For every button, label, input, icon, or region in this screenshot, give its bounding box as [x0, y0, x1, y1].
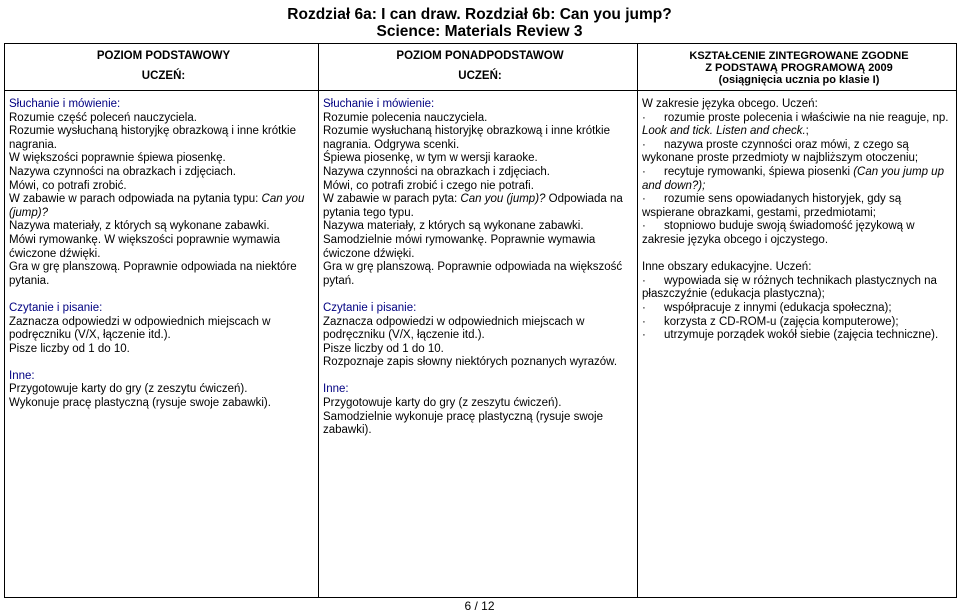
list-item: Wykonuje pracę plastyczną (rysuje swoje zabawki). [9, 397, 271, 410]
section-heading: Czytanie i pisanie: [323, 301, 417, 314]
header-row [5, 44, 957, 91]
list-item: Zaznacza odpowiedzi w odpowiednich miejscach w podręczniku (V/X, łączenie itd.). [323, 315, 585, 342]
section-heading: Słuchanie i mówienie: [323, 98, 435, 110]
section-heading: Inne: [9, 369, 35, 382]
list-item: Rozumie wysłuchaną historyjkę obrazkową i inne krótkie nagrania. Odgrywa scenki. [323, 125, 610, 151]
list-item: Rozumie wysłuchaną historyjkę obrazkową i inne krótkie nagrania. [9, 125, 296, 151]
section-heading: Słuchanie i mówienie: [9, 98, 121, 110]
list-item: Rozumie część poleceń nauczyciela. [9, 111, 197, 124]
bullet-item: · wypowiada się w różnych technikach plastycznych na płaszczyźnie (edukacja plastyczna); [642, 274, 937, 301]
basic-level-cell [5, 91, 319, 598]
bullet-icon: · [642, 220, 646, 233]
bullet-item: · rozumie proste polecenia i właściwie na nie reaguje, np. Look and tick. Listen and check.; [642, 111, 949, 138]
title-line-1: Rozdział 6a: I can draw. Rozdział 6b: Can you jump? [287, 6, 672, 23]
bullet-icon: · [642, 315, 646, 328]
section-intro: W zakresie języka obcego. Uczeń: [642, 98, 818, 110]
section-heading: Czytanie i pisanie: [9, 301, 103, 314]
list-item: Gra w grę planszową. Poprawnie odpowiada na większość pytań. [323, 261, 623, 287]
bullet-item: · rozumie sens opowiadanych historyjek, gdy są wspierane obrazkami, gestami, przedmiotami; [642, 193, 902, 219]
list-item: Śpiewa piosenkę, w tym w wersji karaoke. [323, 152, 538, 165]
bullet-item: · nazywa proste czynności oraz mówi, z czego są wykonane proste przedmioty w najbliższym otoczeniu; [642, 138, 919, 165]
content-row [5, 91, 957, 598]
list-item: Przygotowuje karty do gry (z zeszytu ćwiczeń). [323, 397, 562, 410]
list-item: Nazywa materiały, z których są wykonane zabawki. [9, 220, 270, 233]
list-item: Rozumie polecenia nauczyciela. [323, 111, 488, 124]
section-intro: Inne obszary edukacyjne. Uczeń: [642, 261, 812, 274]
section-heading: Inne: [323, 383, 349, 396]
list-item: W zabawie w parach pyta: Can you (jump)? Odpowiada na pytania tego typu. [323, 193, 623, 219]
list-item: Mówi, co potrafi zrobić i czego nie potrafi. [323, 179, 534, 192]
title-line-2: Science: Materials Review 3 [376, 23, 583, 40]
list-item: W większości poprawnie śpiewa piosenkę. [9, 152, 226, 165]
bullet-item: · recytuje rymowanki, śpiewa piosenki (Can you jump up and down?); [642, 165, 944, 192]
bullet-icon: · [642, 138, 646, 151]
advanced-level-cell [319, 91, 638, 598]
requirements-table [4, 43, 957, 598]
header-basic-level: POZIOM PODSTAWOWY UCZEŃ: [5, 44, 319, 91]
bullet-icon: · [642, 111, 646, 124]
bullet-icon: · [642, 165, 646, 178]
list-item: Samodzielnie mówi rymowankę. Poprawnie wymawia ćwiczone dźwięki. [323, 233, 596, 260]
list-item: Gra w grę planszową. Poprawnie odpowiada na niektóre pytania. [9, 261, 297, 287]
header-advanced-level: POZIOM PONADPODSTAWOW UCZEŃ: [319, 44, 638, 91]
integrated-education-cell [638, 91, 957, 598]
page-title [0, 6, 959, 40]
list-item: Nazywa materiały, z których są wykonane zabawki. [323, 220, 584, 233]
list-item: Samodzielnie wykonuje pracę plastyczną (rysuje swoje zabawki). [323, 410, 603, 437]
bullet-item: · utrzymuje porządek wokół siebie (zajęcia techniczne). [642, 329, 939, 342]
list-item: W zabawie w parach odpowiada na pytania typu: Can you (jump)? [9, 193, 305, 219]
bullet-item: · współpracuje z innymi (edukacja społeczna); [642, 301, 892, 314]
list-item: Rozpoznaje zapis słowny niektórych poznanych wyrazów. [323, 356, 618, 369]
bullet-icon: · [642, 301, 646, 314]
list-item: Pisze liczby od 1 do 10. [9, 342, 130, 355]
bullet-icon: · [642, 274, 646, 287]
list-item: Mówi rymowankę. W większości poprawnie wymawia ćwiczone dźwięki. [9, 233, 280, 260]
page-number: 6 / 12 [464, 599, 495, 613]
list-item: Nazywa czynności na obrazkach i zdjęciach. [323, 165, 550, 178]
list-item: Mówi, co potrafi zrobić. [9, 179, 127, 192]
bullet-item: · stopniowo buduje swoją świadomość językową w zakresie języka obcego i ojczystego. [642, 220, 915, 246]
list-item: Przygotowuje karty do gry (z zeszytu ćwiczeń). [9, 383, 248, 396]
bullet-icon: · [642, 193, 646, 206]
bullet-item: · korzysta z CD-ROM-u (zajęcia komputerowe); [642, 315, 899, 328]
list-item: Pisze liczby od 1 do 10. [323, 342, 444, 355]
list-item: Nazywa czynności na obrazkach i zdjęciach. [9, 165, 236, 178]
list-item: Zaznacza odpowiedzi w odpowiednich miejscach w podręczniku (V/X, łączenie itd.). [9, 315, 271, 342]
header-integrated-education: KSZTAŁCENIE ZINTEGROWANE ZGODNE Z PODSTAWĄ PROGRAMOWĄ 2009 (osiągnięcia ucznia po klasie I) [638, 44, 957, 91]
bullet-icon: · [642, 329, 646, 342]
